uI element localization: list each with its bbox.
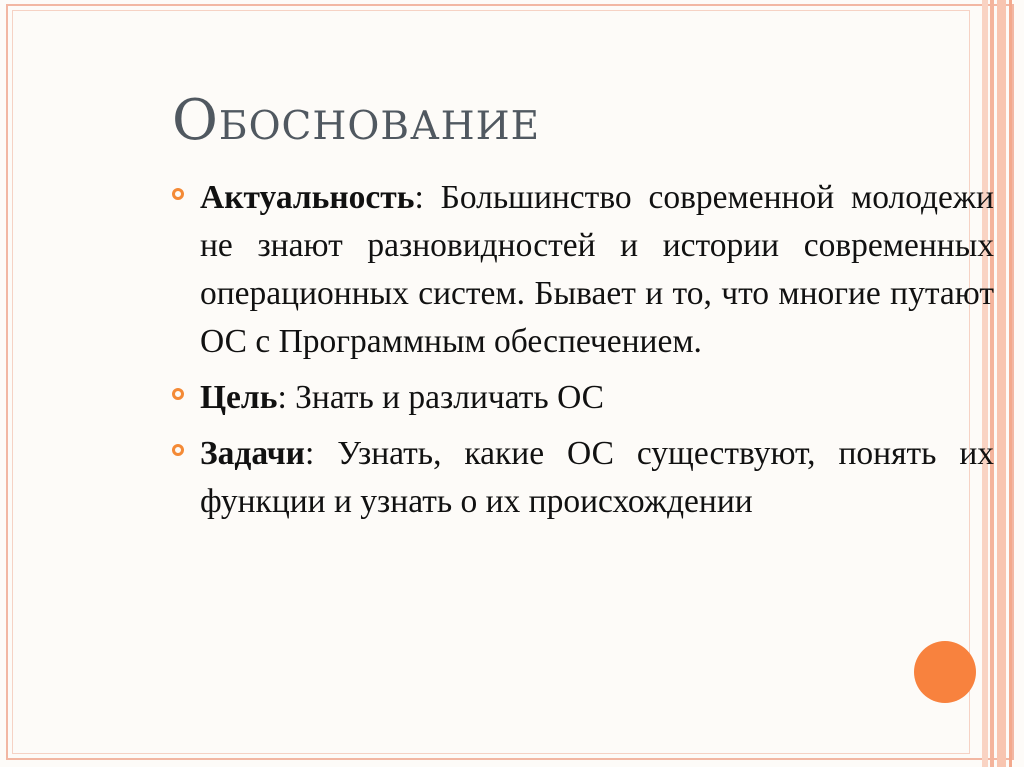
ring-bullet-icon (172, 388, 184, 400)
ring-bullet-icon (172, 444, 184, 456)
bullet-list (172, 174, 994, 534)
bullet-separator: : (414, 179, 424, 216)
bullet-goal (172, 374, 994, 422)
bullet-label: Актуальность (200, 179, 415, 216)
bullet-separator: : (277, 379, 287, 416)
decorative-stripe (997, 0, 1006, 767)
slide-title: Обоснование (172, 88, 541, 153)
bullet-tasks (172, 430, 994, 526)
bullet-text: Знать и различать ОС (286, 379, 605, 416)
bullet-separator: : (304, 435, 315, 472)
ring-bullet-icon (172, 188, 184, 200)
orange-circle-icon (914, 641, 976, 703)
bullet-label: Цель (200, 379, 278, 416)
bullet-text: Большинство современной молодежи не знают разновидностей и истории современных операционных систем. Бывает и то, что многие путают ОС с Программным обеспечением. (200, 179, 994, 360)
bullet-text: Узнать, какие ОС существуют, понять их функции и узнать о их происхождении (200, 435, 994, 520)
decorative-stripe (1009, 0, 1012, 767)
bullet-label: Задачи (200, 435, 305, 472)
bullet-relevance (172, 174, 994, 366)
